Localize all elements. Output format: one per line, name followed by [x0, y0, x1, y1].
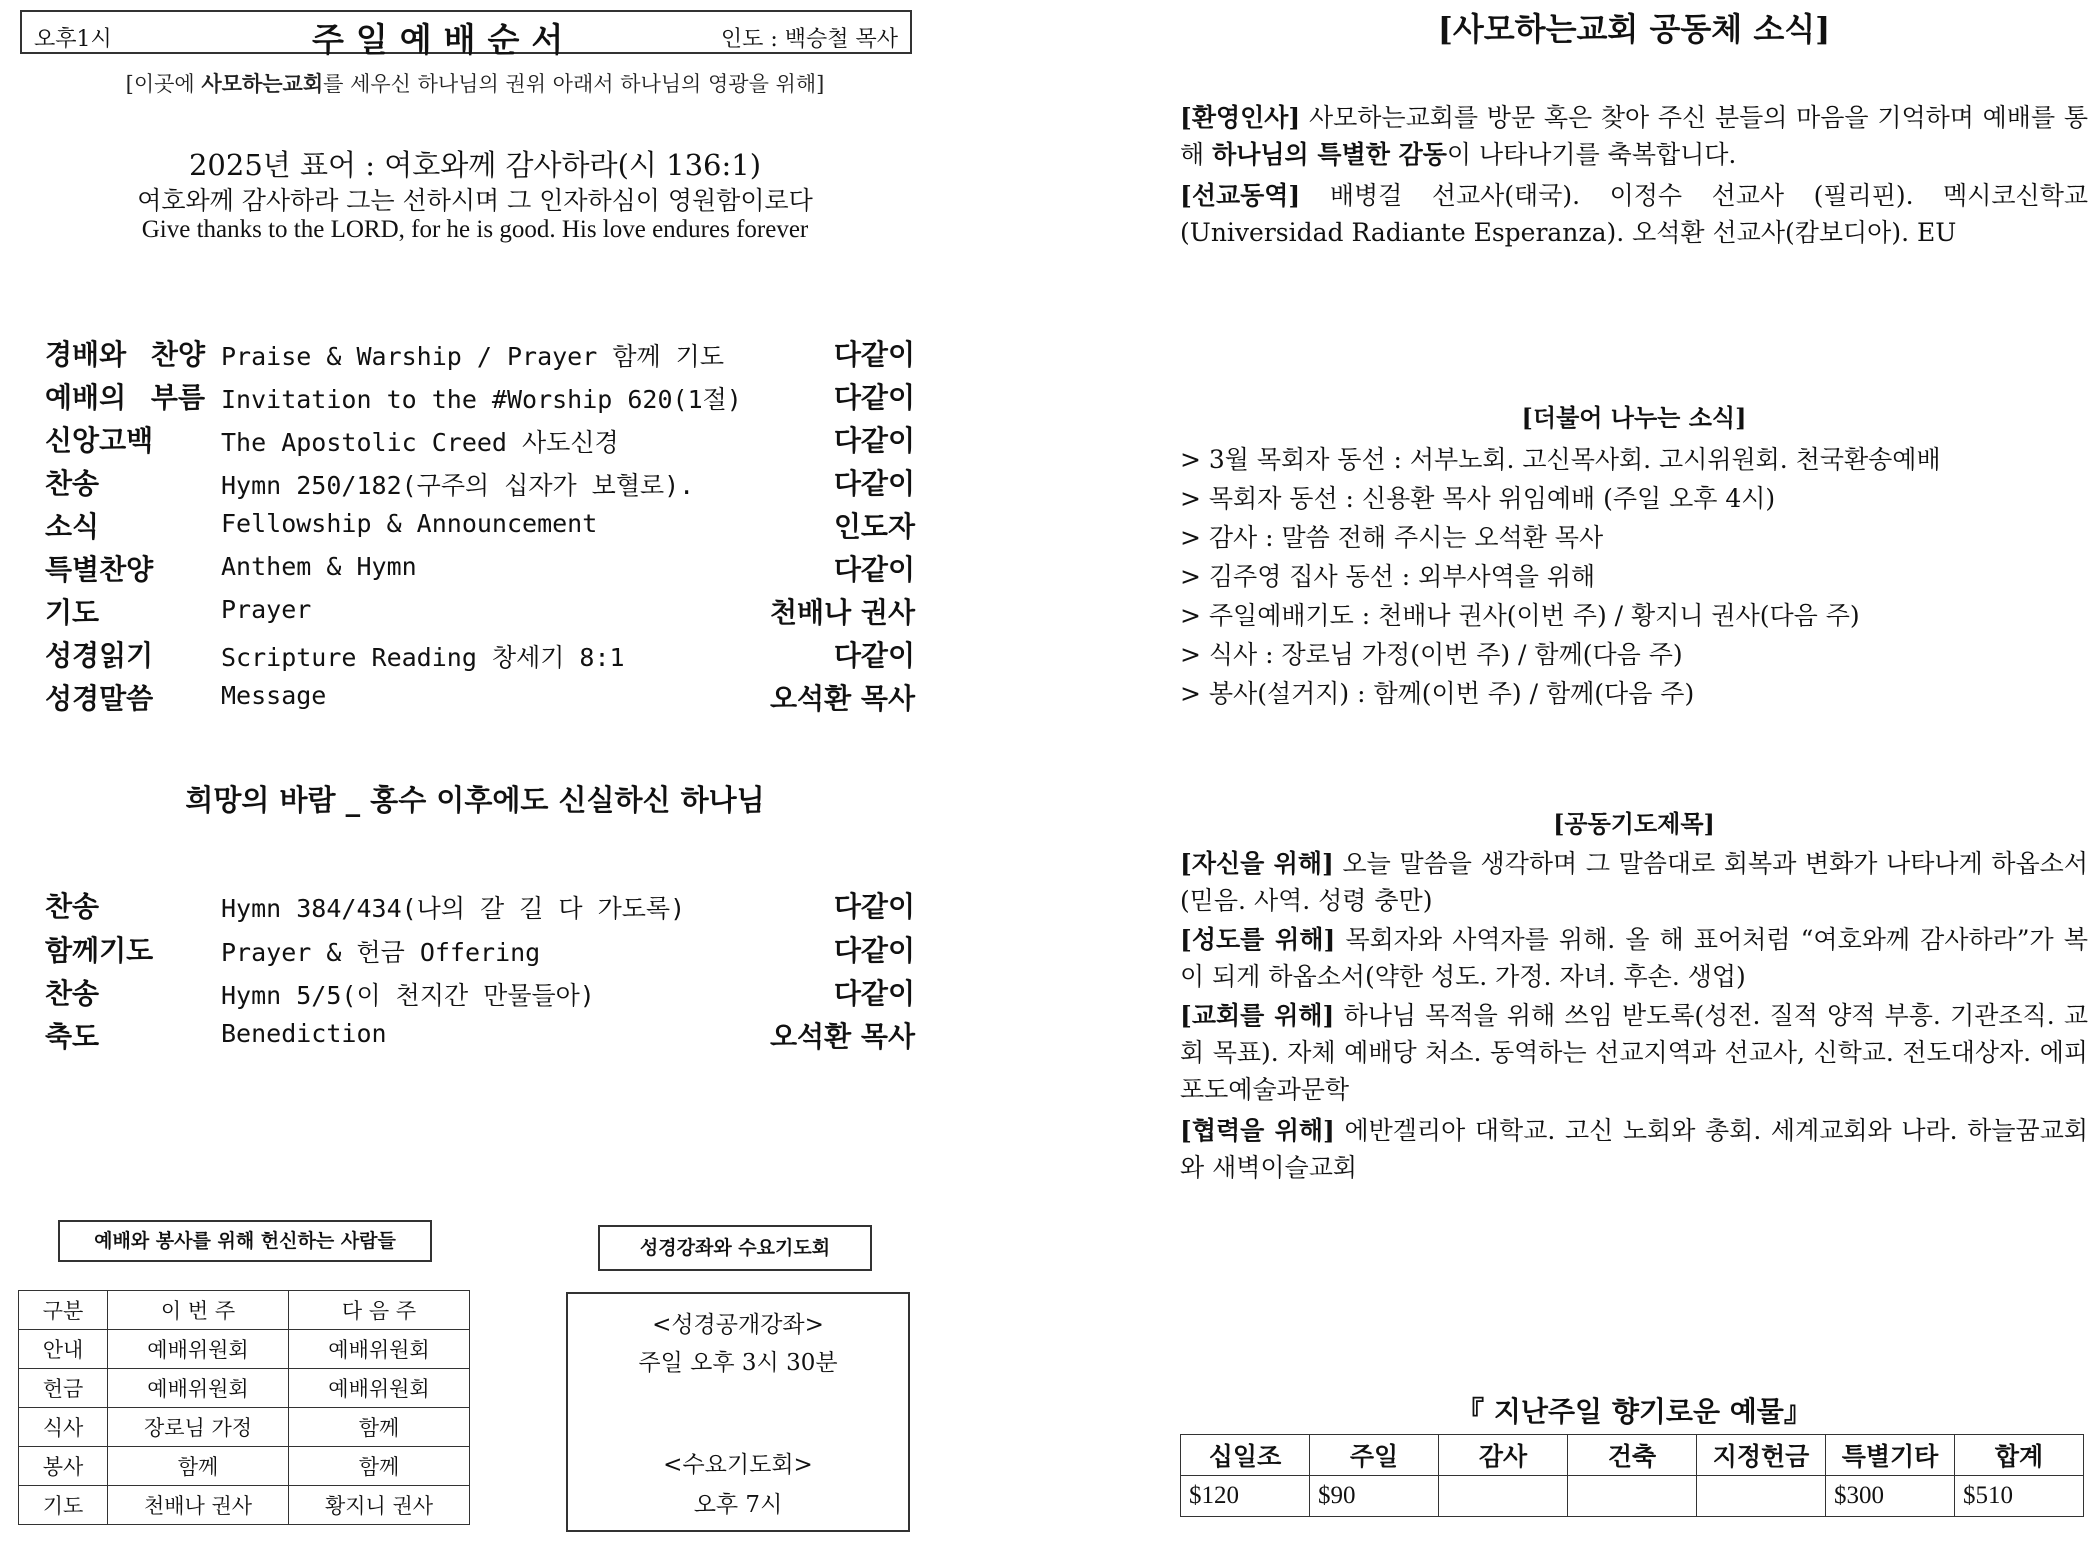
order-who: 다같이: [833, 890, 915, 923]
table-header: 지정헌금: [1697, 1435, 1826, 1476]
order-row: [45, 885, 915, 928]
table-cell: $300: [1826, 1476, 1955, 1517]
prayer-label: [협력을 위해]: [1180, 1116, 1335, 1145]
table-row: [19, 1369, 470, 1408]
order-label: 성경말씀: [45, 682, 154, 715]
bulletin-header: [20, 10, 912, 59]
table-cell: 황지니 권사: [289, 1486, 470, 1525]
mission-paragraph: [1180, 177, 2088, 251]
order-who: 다같이: [833, 639, 915, 672]
welcome-bold: 하나님의 특별한 감동: [1212, 140, 1447, 169]
order-label: 특별찬양: [45, 553, 154, 586]
order-label: 성경읽기: [45, 639, 154, 672]
table-header-row: [19, 1291, 470, 1330]
order-row: [45, 333, 915, 376]
dedication-prefix: [이곳에: [125, 72, 202, 96]
offering-table: [1180, 1434, 2084, 1517]
order-who: 오석환 목사: [770, 682, 915, 715]
order-desc: Invitation to the #Worship 620(1절): [221, 385, 742, 414]
table-header: 합계: [1955, 1435, 2084, 1476]
welcome-text-end: 이 나타나기를 축복합니다.: [1446, 140, 1737, 169]
dedication-line: [0, 68, 950, 98]
table-cell: 예배위원회: [289, 1330, 470, 1369]
order-who: 다같이: [833, 467, 915, 500]
table-header: 감사: [1439, 1435, 1568, 1476]
order-who: 다같이: [833, 977, 915, 1010]
serve-section-label: 예배와 봉사를 위해 헌신하는 사람들: [58, 1220, 432, 1262]
table-cell: [1439, 1476, 1568, 1517]
order-row: [45, 1015, 915, 1058]
order-desc: Anthem & Hymn: [221, 552, 417, 581]
order-label: 기도: [45, 596, 100, 629]
table-cell: [1697, 1476, 1826, 1517]
table-cell: $90: [1310, 1476, 1439, 1517]
order-desc: Hymn 250/182(구주의 십자가 보혈로).: [221, 471, 695, 500]
prayer-topics-title: [공동기도제목]: [1553, 809, 1715, 838]
table-cell: 함께: [289, 1447, 470, 1486]
order-row: [45, 634, 915, 677]
mission-label: [선교동역]: [1180, 181, 1301, 210]
table-cell: $120: [1181, 1476, 1310, 1517]
list-item: > 김주영 집사 동선 : 외부사역을 위해: [1180, 562, 1596, 591]
order-label: 찬송: [45, 977, 100, 1010]
table-header-row: [1181, 1435, 2084, 1476]
list-item: > 봉사(설거지) : 함께(이번 주) / 함께(다음 주): [1180, 679, 1695, 708]
order-label: 신앙고백: [45, 424, 154, 457]
service-time: 오후1시: [34, 27, 112, 52]
motto-korean: 여호와께 감사하라 그는 선하시며 그 인자하심이 영원함이로다: [137, 186, 813, 215]
prayer-label: [자신을 위해]: [1180, 849, 1334, 878]
order-desc: Benediction: [221, 1019, 387, 1048]
order-label: 찬송: [45, 467, 100, 500]
order-who: 다같이: [833, 424, 915, 457]
table-header: 구분: [19, 1291, 108, 1330]
order-label: 함께기도: [45, 934, 154, 967]
prayer-text: 목회자와 사역자를 위해. 올 해 표어처럼 “여호와께 감사하라”가 복이 되게 하옵소서(약한 성도. 가정. 자녀. 후손. 생업): [1180, 925, 2088, 991]
table-cell: 헌금: [19, 1369, 108, 1408]
table-cell: 봉사: [19, 1447, 108, 1486]
prayer-item: [1180, 997, 2088, 1108]
order-desc: Praise & Warship / Prayer 함께 기도: [221, 342, 724, 371]
service-leader: 인도 : 백승철 목사: [720, 27, 898, 52]
table-cell: 안내: [19, 1330, 108, 1369]
table-header: 십일조: [1181, 1435, 1310, 1476]
order-who: 다같이: [833, 934, 915, 967]
order-desc: The Apostolic Creed 사도신경: [221, 428, 619, 457]
order-who: 오석환 목사: [770, 1020, 915, 1053]
order-row: [45, 591, 915, 634]
dedication-church: 사모하는교회: [201, 71, 324, 96]
order-row: [45, 376, 915, 419]
table-header: 다 음 주: [289, 1291, 470, 1330]
order-row: [45, 929, 915, 972]
table-row: [19, 1330, 470, 1369]
order-who: 인도자: [833, 510, 915, 543]
table-cell: 식사: [19, 1408, 108, 1447]
order-row: [45, 505, 915, 548]
table-header: 이 번 주: [108, 1291, 289, 1330]
motto-title: 2025년 표어 : 여호와께 감사하라(시 136:1): [188, 148, 762, 182]
table-cell: 예배위원회: [108, 1369, 289, 1408]
order-desc: Hymn 5/5(이 천지간 만물들아): [221, 981, 595, 1010]
prayer-item: [1180, 921, 2088, 995]
table-cell: 예배위원회: [289, 1369, 470, 1408]
table-cell: 천배나 권사: [108, 1486, 289, 1525]
order-row: [45, 677, 915, 720]
order-row: [45, 972, 915, 1015]
bible-section-label: 성경강좌와 수요기도회: [598, 1225, 872, 1271]
order-label: 찬송: [45, 890, 100, 923]
table-cell: 예배위원회: [108, 1330, 289, 1369]
list-item: > 목회자 동선 : 신용환 목사 위임예배 (주일 오후 4시): [1180, 484, 1776, 513]
order-row: [45, 548, 915, 591]
order-desc: Hymn 384/434(나의 갈 길 다 가도록): [221, 894, 686, 923]
order-row: [45, 419, 915, 462]
sermon-title: 희망의 바람 _ 홍수 이후에도 신실하신 하나님: [185, 783, 765, 817]
bible-schedule-box: [566, 1292, 910, 1532]
table-cell: 함께: [289, 1408, 470, 1447]
welcome-paragraph: [1180, 99, 2088, 173]
news-title: [사모하는교회 공동체 소식]: [1437, 10, 1831, 48]
share-news-title: [더불어 나누는 소식]: [1521, 403, 1747, 432]
prayer-item: [1180, 845, 2088, 919]
prayer-meeting-title: <수요기도회>: [663, 1452, 813, 1478]
table-row: [19, 1408, 470, 1447]
offering-title: 『 지난주일 향기로운 예물』: [1456, 1395, 1812, 1428]
table-cell: $510: [1955, 1476, 2084, 1517]
prayer-text: 오늘 말씀을 생각하며 그 말씀대로 회복과 변화가 나타나게 하옵소서(믿음. 사역. 성령 충만): [1180, 849, 2088, 915]
order-who: 다같이: [833, 338, 915, 371]
lecture-title: <성경공개강좌>: [652, 1312, 824, 1338]
prayer-label: [성도를 위해]: [1180, 925, 1336, 954]
prayer-label: [교회를 위해]: [1180, 1001, 1335, 1030]
motto-english: Give thanks to the LORD, for he is good. His love endures forever: [141, 216, 809, 243]
table-row: [1181, 1476, 2084, 1517]
mission-text: 배병걸 선교사(태국). 이정수 선교사 (필리핀). 멕시코신학교(Universidad Radiante Esperanza). 오석환 선교사(캄보디아). EU: [1180, 181, 2088, 247]
order-desc: Prayer: [221, 595, 312, 624]
order-who: 천배나 권사: [770, 596, 915, 629]
table-row: [19, 1447, 470, 1486]
serve-table: [18, 1290, 470, 1525]
bulletin-title: 주일예배순서: [312, 20, 576, 59]
lecture-time: 주일 오후 3시 30분: [638, 1350, 838, 1376]
list-item: > 3월 목회자 동선 : 서부노회. 고신목사회. 고시위원회. 천국환송예배: [1180, 445, 1941, 474]
table-header: 특별기타: [1826, 1435, 1955, 1476]
prayer-text: 하나님 목적을 위해 쓰임 받도록(성전. 질적 양적 부흥. 기관조직. 교회 목표). 자체 예배당 처소. 동역하는 선교지역과 선교사, 신학교. 전도대상자. 에피포도예술과문학: [1180, 1001, 2088, 1104]
welcome-label: [환영인사]: [1180, 103, 1301, 132]
order-label: 소식: [45, 510, 100, 543]
order-desc: Scripture Reading 창세기 8:1: [221, 643, 625, 672]
list-item: > 주일예배기도 : 천배나 권사(이번 주) / 황지니 권사(다음 주): [1180, 601, 1860, 630]
table-cell: 함께: [108, 1447, 289, 1486]
prayer-text: 에반겔리아 대학교. 고신 노회와 총회. 세계교회와 나라. 하늘꿈교회와 새벽이슬교회: [1180, 1116, 2088, 1182]
order-label: 예배의 부름: [45, 381, 205, 414]
prayer-item: [1180, 1112, 2088, 1186]
list-item: > 감사 : 말씀 전해 주시는 오석환 목사: [1180, 523, 1604, 552]
welcome-text: 사모하는교회를 방문 혹은 찾아 주신 분들의 마음을 기억하며 예배를 통해: [1180, 103, 2088, 169]
prayer-meeting-time: 오후 7시: [693, 1492, 783, 1518]
order-desc: Fellowship & Announcement: [221, 509, 598, 538]
order-row: [45, 462, 915, 505]
dedication-suffix: 를 세우신 하나님의 권위 아래서 하나님의 영광을 위해]: [323, 72, 825, 96]
table-row: [19, 1486, 470, 1525]
table-header: 건축: [1568, 1435, 1697, 1476]
list-item: > 식사 : 장로님 가정(이번 주) / 함께(다음 주): [1180, 640, 1683, 669]
order-label: 경배와 찬양: [45, 338, 205, 371]
order-label: 축도: [45, 1020, 100, 1053]
order-who: 다같이: [833, 553, 915, 586]
table-cell: [1568, 1476, 1697, 1517]
order-desc: Message: [221, 681, 327, 710]
order-who: 다같이: [833, 381, 915, 414]
order-desc: Prayer & 헌금 Offering: [221, 938, 541, 967]
table-cell: 장로님 가정: [108, 1408, 289, 1447]
table-header: 주일: [1310, 1435, 1439, 1476]
table-cell: 기도: [19, 1486, 108, 1525]
